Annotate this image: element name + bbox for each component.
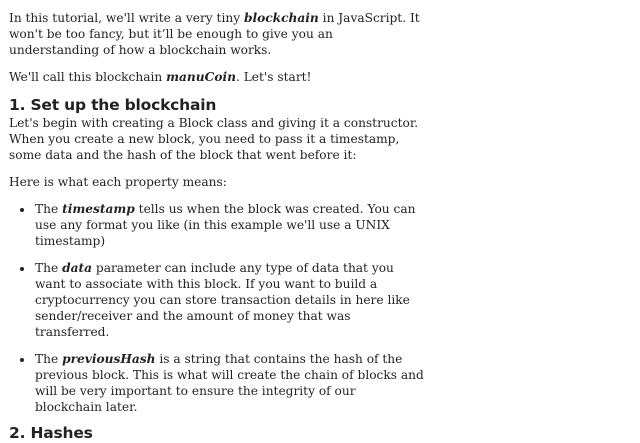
- intro-paragraph: In this tutorial, we'll write a very tiny blockchain in JavaScript. It won't be too fancy, but it’ll be enough to give you an understanding of how a blockchain works.: [9, 11, 420, 57]
- section-heading-hashes: 2. Hashes: [9, 424, 93, 442]
- setup-paragraph: Let's begin with creating a Block class and giving it a constructor. When you create a new block, you need to pass it a timestamp, some data and the hash of the block that went before it:: [9, 116, 419, 162]
- list-item-timestamp: • The timestamp tells us when the block was created. You can use any format you like (in this example we'll use a UNIX timestamp): [34, 201, 424, 249]
- term-previous-hash: previousHash: [62, 352, 156, 366]
- article-body: [9, 10, 424, 443]
- section-heading-setup: 1. Set up the blockchain: [9, 96, 217, 114]
- intro-name-paragraph: We'll call this blockchain manuCoin. Let's start!: [9, 70, 312, 84]
- term-manucoin: manuCoin: [166, 70, 236, 84]
- property-intro-paragraph: Here is what each property means:: [9, 175, 227, 189]
- term-timestamp: timestamp: [62, 202, 135, 216]
- list-item-data: • The data parameter can include any type of data that you want to associate with this block. If you want to build a cryptocurrency you can store transaction details in here like sender/receiver and the amount of money that was transferred.: [34, 260, 424, 340]
- term-blockchain: blockchain: [243, 11, 319, 25]
- term-data: data: [62, 261, 93, 275]
- list-item-previous-hash: • The previousHash is a string that contains the hash of the previous block. This is what will create the chain of blocks and will be very important to ensure the integrity of our blockchain later.: [34, 351, 424, 415]
- property-list: [9, 201, 424, 415]
